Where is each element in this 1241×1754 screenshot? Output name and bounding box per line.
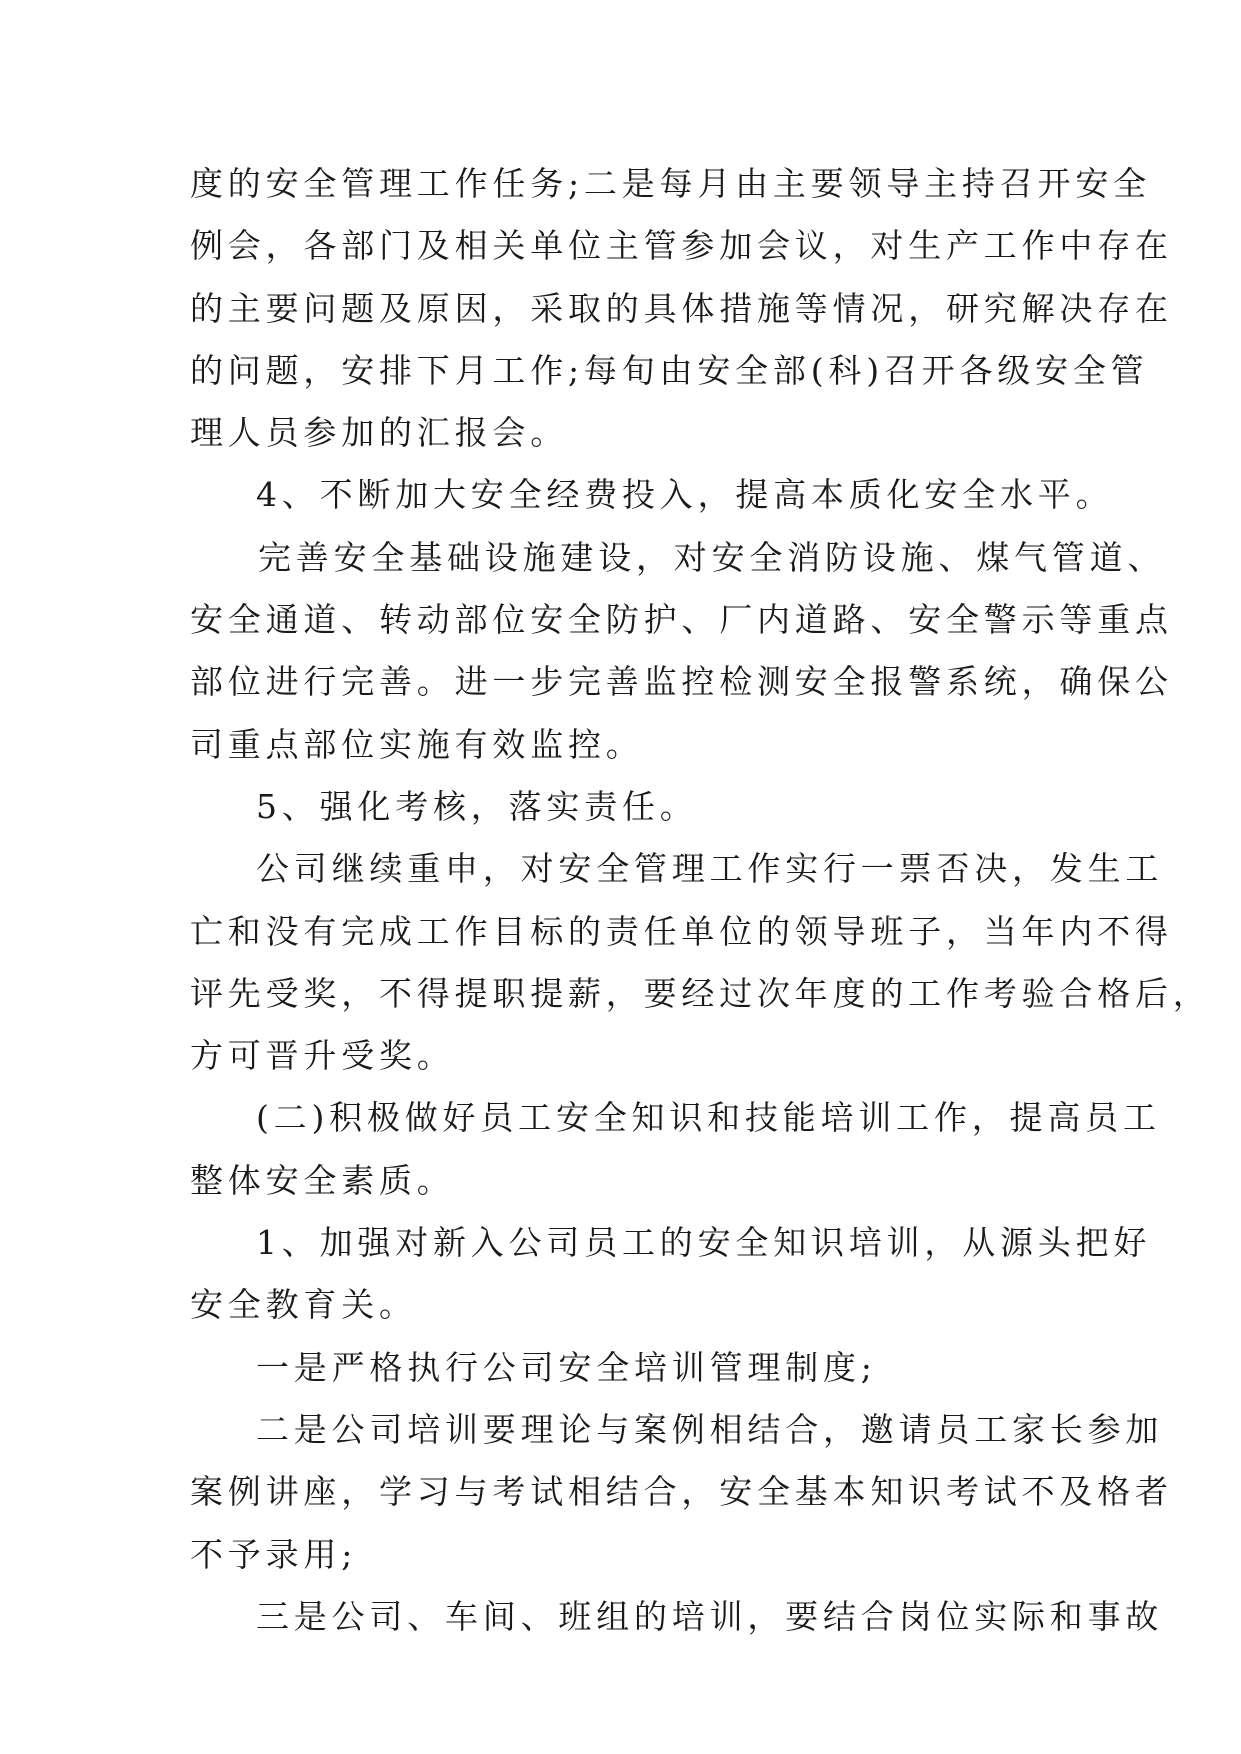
section-heading-2: [190, 1087, 1161, 1212]
paragraph-point-three: [190, 1586, 1164, 1648]
document-body: [190, 153, 1211, 1648]
text-line: 案例讲座，学习与考试相结合，安全基本知识考试不及格者: [190, 1472, 1173, 1512]
paragraph-infrastructure: [190, 527, 1173, 776]
text-line: 4、不断加大安全经费投入，提高本质化安全水平。: [256, 475, 1114, 515]
text-line: 理人员参加的汇报会。: [190, 413, 568, 453]
text-line: 安全教育关。: [190, 1285, 417, 1325]
text-line: 评先受奖，不得提职提薪，要经过次年度的工作考验合格后，: [190, 973, 1211, 1013]
text-line: 的主要问题及原因，采取的具体措施等情况，研究解决存在: [190, 288, 1173, 328]
text-line: 二是公司培训要理论与案例相结合，邀请员工家长参加: [256, 1409, 1164, 1449]
text-line: 整体安全素质。: [190, 1160, 455, 1200]
text-line: 5、强化考核，落实责任。: [256, 786, 698, 826]
text-line: 公司继续重申，对安全管理工作实行一票否决，发生工: [256, 849, 1164, 889]
text-line: 亡和没有完成工作目标的责任单位的领导班子，当年内不得: [190, 911, 1173, 951]
text-line: 安全通道、转动部位安全防护、厂内道路、安全警示等重点: [190, 600, 1173, 640]
text-line: 三是公司、车间、班组的培训，要结合岗位实际和事故: [256, 1596, 1164, 1636]
text-line: 的问题，安排下月工作;每旬由安全部(科)召开各级安全管: [190, 350, 1149, 390]
section-heading-1: [190, 1212, 1152, 1337]
text-line: 一是严格执行公司安全培训管理制度;: [256, 1347, 877, 1387]
paragraph-continuation: [190, 153, 1173, 464]
text-line: 司重点部位实施有效监控。: [190, 724, 644, 764]
paragraph-point-two: [190, 1399, 1173, 1586]
text-line: 不予录用;: [190, 1534, 358, 1574]
text-line: 度的安全管理工作任务;二是每月由主要领导主持召开安全: [190, 164, 1151, 203]
paragraph-point-one: [190, 1337, 1050, 1399]
section-heading-5: [190, 776, 1050, 838]
text-line: 完善安全基础设施建设，对安全消防设施、煤气管道、: [258, 537, 1166, 577]
paragraph-assessment: [190, 838, 1211, 1087]
text-line: 1、加强对新入公司员工的安全知识培训，从源头把好: [256, 1223, 1152, 1263]
text-line: (二)积极做好员工安全知识和技能培训工作，提高员工: [256, 1098, 1161, 1138]
text-line: 部位进行完善。进一步完善监控检测安全报警系统，确保公: [190, 662, 1173, 702]
text-line: 方可晋升受奖。: [190, 1036, 455, 1076]
section-heading-4: [190, 464, 1114, 526]
text-line: 例会，各部门及相关单位主管参加会议，对生产工作中存在: [190, 226, 1173, 266]
